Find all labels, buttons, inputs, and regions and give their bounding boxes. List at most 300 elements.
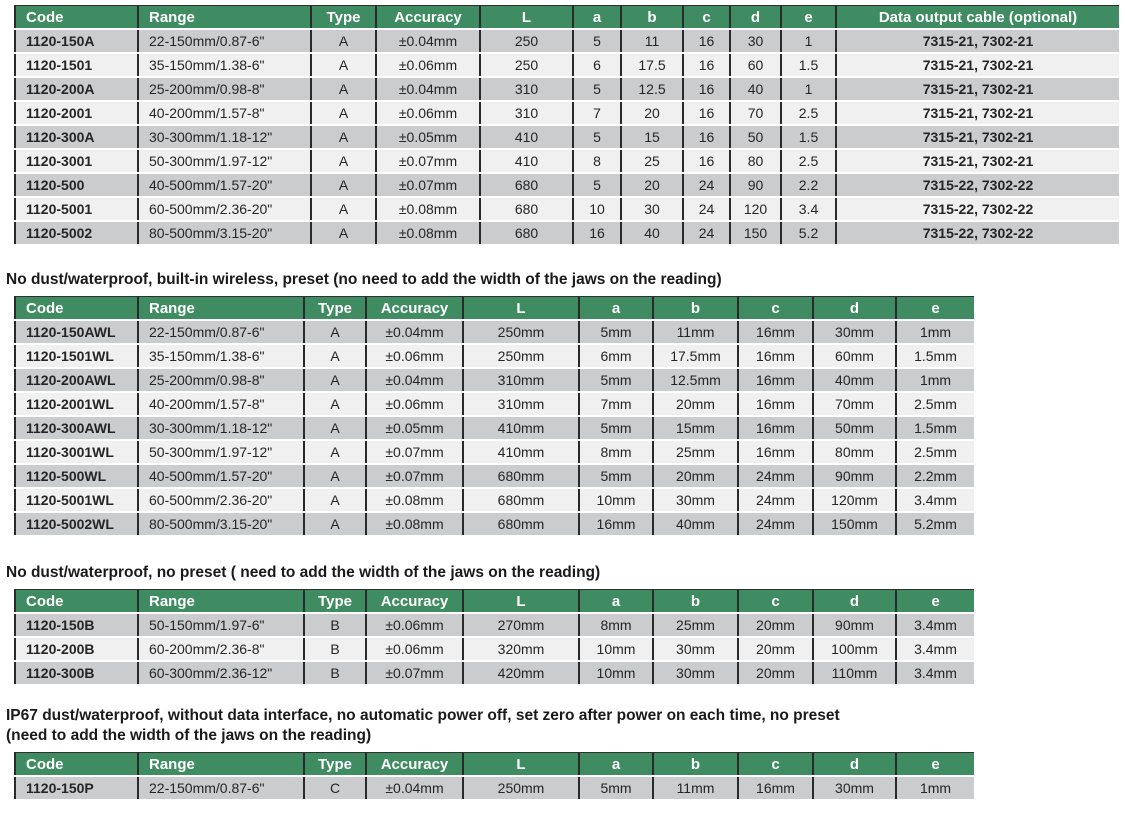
table-cell: 80-500mm/3.15-20" [138, 512, 304, 536]
table-cell: ±0.04mm [366, 320, 463, 344]
spec-section-cable-models [14, 5, 1125, 246]
table-cell: 5mm [579, 416, 653, 440]
table-cell: 5.2mm [896, 512, 974, 536]
table-cell: 11mm [653, 320, 738, 344]
table-cell: 50mm [813, 416, 896, 440]
column-header-b: b [621, 6, 683, 30]
table-cell: 7315-22, 7302-22 [836, 197, 1119, 221]
table-row [15, 392, 974, 416]
table-cell: 90 [730, 173, 781, 197]
table-cell: ±0.06mm [366, 392, 463, 416]
table-cell: ±0.07mm [376, 173, 480, 197]
table-cell: 1120-300B [15, 661, 138, 685]
table-cell: A [304, 344, 366, 368]
column-header-l: L [480, 6, 573, 30]
table-cell: 24mm [738, 488, 813, 512]
header-row [15, 6, 1119, 30]
table-row [15, 29, 1119, 53]
table-cell: 35-150mm/1.38-6" [138, 53, 311, 77]
table-cell: 1 [781, 77, 836, 101]
table-cell: 1120-5001 [15, 197, 138, 221]
table-cell: 5mm [579, 368, 653, 392]
column-header-l: L [463, 590, 579, 614]
column-header-range: Range [138, 6, 311, 30]
table-cell: B [304, 661, 366, 685]
spec-table-cable-models [14, 5, 1119, 246]
column-header-b: b [653, 297, 738, 321]
column-header-type: Type [304, 297, 366, 321]
column-header-d: d [813, 590, 896, 614]
column-header-accuracy: Accuracy [366, 590, 463, 614]
section-title-no-preset: No dust/waterproof, no preset ( need to add the width of the jaws on the reading) [6, 564, 601, 581]
table-cell: A [311, 149, 376, 173]
table-cell: 60-500mm/2.36-20" [138, 488, 304, 512]
column-header-e: e [896, 297, 974, 321]
table-cell: A [311, 53, 376, 77]
table-cell: 25-200mm/0.98-8" [138, 368, 304, 392]
table-cell: A [304, 392, 366, 416]
spec-table-wireless-models [14, 296, 974, 537]
table-cell: 24mm [738, 512, 813, 536]
table-cell: 24 [683, 197, 730, 221]
table-cell: 5 [573, 125, 621, 149]
column-header-accuracy: Accuracy [376, 6, 480, 30]
table-cell: 1120-200AWL [15, 368, 138, 392]
table-cell: 410 [480, 125, 573, 149]
table-cell: 30mm [653, 637, 738, 661]
table-row [15, 613, 974, 637]
table-cell: 2.5 [781, 101, 836, 125]
table-cell: 16mm [738, 440, 813, 464]
table-cell: 15mm [653, 416, 738, 440]
table-cell: 16 [683, 29, 730, 53]
table-cell: 5 [573, 77, 621, 101]
table-cell: 10 [573, 197, 621, 221]
column-header-accuracy: Accuracy [366, 753, 463, 777]
table-cell: 80 [730, 149, 781, 173]
table-cell: 40-200mm/1.57-8" [138, 392, 304, 416]
table-cell: 3.4 [781, 197, 836, 221]
table-cell: 7315-21, 7302-21 [836, 77, 1119, 101]
table-cell: 25 [621, 149, 683, 173]
table-cell: 2.2mm [896, 464, 974, 488]
table-cell: ±0.06mm [366, 637, 463, 661]
table-row [15, 440, 974, 464]
table-cell: 80-500mm/3.15-20" [138, 221, 311, 245]
table-cell: 16 [573, 221, 621, 245]
table-cell: ±0.05mm [376, 125, 480, 149]
table-cell: 250 [480, 29, 573, 53]
table-cell: 10mm [579, 637, 653, 661]
table-cell: ±0.06mm [376, 101, 480, 125]
spec-section-ip67-models [6, 706, 1125, 801]
column-header-c: c [738, 590, 813, 614]
column-header-b: b [653, 590, 738, 614]
table-cell: 680 [480, 221, 573, 245]
table-cell: 1120-150AWL [15, 320, 138, 344]
table-cell: 1.5 [781, 125, 836, 149]
table-cell: 3.4mm [896, 488, 974, 512]
column-header-e: e [781, 6, 836, 30]
table-cell: 1.5mm [896, 344, 974, 368]
spec-table-ip67-models [14, 752, 974, 801]
table-cell: 24 [683, 173, 730, 197]
table-row [15, 464, 974, 488]
table-cell: 50-300mm/1.97-12" [138, 440, 304, 464]
table-row [15, 344, 974, 368]
table-cell: ±0.07mm [376, 149, 480, 173]
table-cell: 16mm [579, 512, 653, 536]
table-cell: 20mm [653, 392, 738, 416]
table-cell: 30mm [813, 776, 896, 800]
table-cell: 1120-500WL [15, 464, 138, 488]
column-header-e: e [896, 753, 974, 777]
table-row [15, 416, 974, 440]
table-row [15, 197, 1119, 221]
column-header-type: Type [311, 6, 376, 30]
table-cell: ±0.04mm [376, 29, 480, 53]
table-cell: ±0.07mm [366, 661, 463, 685]
table-cell: 20mm [738, 613, 813, 637]
table-cell: 60mm [813, 344, 896, 368]
table-cell: 7 [573, 101, 621, 125]
table-cell: 90mm [813, 464, 896, 488]
table-cell: 20 [621, 173, 683, 197]
table-cell: 24 [683, 221, 730, 245]
table-cell: 40 [730, 77, 781, 101]
table-cell: 5mm [579, 776, 653, 800]
table-cell: 1120-2001 [15, 101, 138, 125]
table-cell: 60-200mm/2.36-8" [138, 637, 304, 661]
table-cell: 680 [480, 173, 573, 197]
column-header-c: c [738, 753, 813, 777]
table-cell: 24mm [738, 464, 813, 488]
table-cell: 1120-150B [15, 613, 138, 637]
column-header-data-output-cable-optional: Data output cable (optional) [836, 6, 1119, 30]
table-cell: ±0.07mm [366, 440, 463, 464]
column-header-code: Code [15, 297, 138, 321]
column-header-d: d [813, 297, 896, 321]
table-cell: 20mm [653, 464, 738, 488]
table-cell: 680mm [463, 464, 579, 488]
table-cell: 15 [621, 125, 683, 149]
table-cell: 50-150mm/1.97-6" [138, 613, 304, 637]
table-cell: 50 [730, 125, 781, 149]
table-cell: 7315-22, 7302-22 [836, 173, 1119, 197]
table-cell: 16 [683, 149, 730, 173]
table-row [15, 101, 1119, 125]
table-cell: 250mm [463, 776, 579, 800]
table-cell: 1120-5002WL [15, 512, 138, 536]
table-cell: ±0.06mm [366, 613, 463, 637]
table-cell: 7315-21, 7302-21 [836, 149, 1119, 173]
table-row [15, 53, 1119, 77]
header-row [15, 753, 974, 777]
section-title-ip67: IP67 dust/waterproof, without data interface, no automatic power off, set zero after power on each time, no preset (need to add the width of the jaws on the reading) [6, 707, 840, 744]
table-cell: 17.5 [621, 53, 683, 77]
table-cell: 1120-5001WL [15, 488, 138, 512]
table-cell: 16mm [738, 776, 813, 800]
table-cell: 1.5mm [896, 416, 974, 440]
table-cell: 25mm [653, 613, 738, 637]
column-header-a: a [579, 753, 653, 777]
table-cell: ±0.08mm [366, 512, 463, 536]
table-cell: 320mm [463, 637, 579, 661]
table-cell: 8mm [579, 440, 653, 464]
table-cell: 30mm [813, 320, 896, 344]
table-cell: 22-150mm/0.87-6" [138, 320, 304, 344]
table-cell: 1120-500 [15, 173, 138, 197]
table-cell: 1120-200A [15, 77, 138, 101]
table-cell: A [311, 77, 376, 101]
table-cell: 25-200mm/0.98-8" [138, 77, 311, 101]
table-cell: 1120-3001 [15, 149, 138, 173]
table-cell: B [304, 613, 366, 637]
table-cell: 680mm [463, 488, 579, 512]
column-header-c: c [683, 6, 730, 30]
table-cell: 16mm [738, 368, 813, 392]
table-cell: 20mm [738, 637, 813, 661]
table-cell: 310 [480, 77, 573, 101]
table-cell: 12.5 [621, 77, 683, 101]
column-header-a: a [579, 297, 653, 321]
table-cell: 5mm [579, 464, 653, 488]
table-cell: 3.4mm [896, 613, 974, 637]
table-cell: 22-150mm/0.87-6" [138, 776, 304, 800]
table-cell: ±0.07mm [366, 464, 463, 488]
table-cell: A [304, 320, 366, 344]
table-cell: ±0.04mm [366, 776, 463, 800]
column-header-l: L [463, 297, 579, 321]
table-cell: 1120-150A [15, 29, 138, 53]
table-cell: 310mm [463, 368, 579, 392]
table-row [15, 637, 974, 661]
table-cell: 16 [683, 53, 730, 77]
table-cell: 1120-200B [15, 637, 138, 661]
table-row [15, 173, 1119, 197]
table-cell: A [311, 173, 376, 197]
table-cell: 1120-5002 [15, 221, 138, 245]
table-cell: 2.5mm [896, 392, 974, 416]
table-cell: 16mm [738, 344, 813, 368]
table-cell: 1120-3001WL [15, 440, 138, 464]
column-header-d: d [813, 753, 896, 777]
column-header-code: Code [15, 753, 138, 777]
section-title-wireless: No dust/waterproof, built-in wireless, preset (no need to add the width of the jaws on the reading) [6, 271, 722, 288]
table-cell: 16 [683, 125, 730, 149]
table-cell: A [311, 125, 376, 149]
spec-section-no-preset-models [6, 563, 1125, 686]
table-cell: A [304, 440, 366, 464]
table-cell: ±0.08mm [376, 197, 480, 221]
table-cell: A [311, 29, 376, 53]
table-cell: 30-300mm/1.18-12" [138, 125, 311, 149]
table-cell: A [304, 488, 366, 512]
table-cell: 25mm [653, 440, 738, 464]
table-cell: 70mm [813, 392, 896, 416]
table-cell: 20 [621, 101, 683, 125]
column-header-l: L [463, 753, 579, 777]
table-cell: 410 [480, 149, 573, 173]
table-cell: 40-200mm/1.57-8" [138, 101, 311, 125]
table-cell: 20mm [738, 661, 813, 685]
table-cell: C [304, 776, 366, 800]
table-cell: A [311, 197, 376, 221]
table-cell: 1120-1501WL [15, 344, 138, 368]
table-row [15, 149, 1119, 173]
table-cell: A [311, 101, 376, 125]
column-header-a: a [573, 6, 621, 30]
table-cell: 16 [683, 101, 730, 125]
table-cell: 40-500mm/1.57-20" [138, 464, 304, 488]
table-cell: ±0.06mm [366, 344, 463, 368]
header-row [15, 297, 974, 321]
table-cell: 22-150mm/0.87-6" [138, 29, 311, 53]
column-header-type: Type [304, 753, 366, 777]
table-cell: 40mm [653, 512, 738, 536]
table-cell: 5mm [579, 320, 653, 344]
table-cell: 1120-2001WL [15, 392, 138, 416]
table-cell: 16 [683, 77, 730, 101]
table-cell: 12.5mm [653, 368, 738, 392]
column-header-accuracy: Accuracy [366, 297, 463, 321]
table-cell: 8 [573, 149, 621, 173]
table-row [15, 661, 974, 685]
table-cell: 680mm [463, 512, 579, 536]
table-cell: 30-300mm/1.18-12" [138, 416, 304, 440]
column-header-range: Range [138, 753, 304, 777]
table-cell: 1.5 [781, 53, 836, 77]
column-header-code: Code [15, 590, 138, 614]
table-cell: 11mm [653, 776, 738, 800]
table-row [15, 512, 974, 536]
table-cell: 410mm [463, 440, 579, 464]
table-cell: 60-300mm/2.36-12" [138, 661, 304, 685]
table-cell: 30mm [653, 661, 738, 685]
table-cell: 1mm [896, 776, 974, 800]
table-cell: 7315-22, 7302-22 [836, 221, 1119, 245]
table-row [15, 125, 1119, 149]
table-cell: 5 [573, 29, 621, 53]
table-cell: 8mm [579, 613, 653, 637]
table-cell: 680 [480, 197, 573, 221]
table-cell: A [304, 464, 366, 488]
table-cell: ±0.08mm [376, 221, 480, 245]
table-row [15, 320, 974, 344]
table-cell: 2.5mm [896, 440, 974, 464]
table-cell: 1120-300A [15, 125, 138, 149]
column-header-range: Range [138, 590, 304, 614]
table-row [15, 221, 1119, 245]
table-cell: 40 [621, 221, 683, 245]
table-cell: 40mm [813, 368, 896, 392]
table-cell: 10mm [579, 661, 653, 685]
table-cell: A [304, 512, 366, 536]
table-cell: 16mm [738, 320, 813, 344]
table-cell: 40-500mm/1.57-20" [138, 173, 311, 197]
table-cell: 16mm [738, 416, 813, 440]
table-cell: 7315-21, 7302-21 [836, 53, 1119, 77]
table-cell: A [304, 368, 366, 392]
table-cell: 1120-300AWL [15, 416, 138, 440]
column-header-type: Type [304, 590, 366, 614]
table-cell: 5 [573, 173, 621, 197]
table-cell: 16mm [738, 392, 813, 416]
table-cell: 420mm [463, 661, 579, 685]
table-cell: 17.5mm [653, 344, 738, 368]
table-row [15, 368, 974, 392]
table-cell: ±0.08mm [366, 488, 463, 512]
table-row [15, 488, 974, 512]
table-cell: 3.4mm [896, 661, 974, 685]
column-header-c: c [738, 297, 813, 321]
table-cell: 120 [730, 197, 781, 221]
spec-table-no-preset-models [14, 589, 974, 686]
table-cell: 1 [781, 29, 836, 53]
table-cell: 110mm [813, 661, 896, 685]
table-cell: 250mm [463, 320, 579, 344]
table-cell: 1120-150P [15, 776, 138, 800]
table-cell: 1mm [896, 368, 974, 392]
column-header-a: a [579, 590, 653, 614]
table-cell: 410mm [463, 416, 579, 440]
table-cell: ±0.05mm [366, 416, 463, 440]
table-row [15, 776, 974, 800]
table-cell: 7mm [579, 392, 653, 416]
table-cell: 60 [730, 53, 781, 77]
table-cell: ±0.04mm [376, 77, 480, 101]
table-cell: 10mm [579, 488, 653, 512]
column-header-e: e [896, 590, 974, 614]
table-cell: 7315-21, 7302-21 [836, 29, 1119, 53]
table-cell: 30 [621, 197, 683, 221]
table-cell: 2.2 [781, 173, 836, 197]
table-cell: 11 [621, 29, 683, 53]
table-cell: 100mm [813, 637, 896, 661]
table-cell: 6mm [579, 344, 653, 368]
table-cell: 7315-21, 7302-21 [836, 101, 1119, 125]
column-header-range: Range [138, 297, 304, 321]
table-cell: A [311, 221, 376, 245]
table-cell: 1120-1501 [15, 53, 138, 77]
table-cell: B [304, 637, 366, 661]
table-cell: 150mm [813, 512, 896, 536]
table-cell: A [304, 416, 366, 440]
table-cell: 150 [730, 221, 781, 245]
table-cell: 6 [573, 53, 621, 77]
header-row [15, 590, 974, 614]
table-cell: 5.2 [781, 221, 836, 245]
table-cell: 60-500mm/2.36-20" [138, 197, 311, 221]
table-cell: 30mm [653, 488, 738, 512]
table-cell: 3.4mm [896, 637, 974, 661]
table-row [15, 77, 1119, 101]
table-cell: 90mm [813, 613, 896, 637]
column-header-b: b [653, 753, 738, 777]
column-header-code: Code [15, 6, 138, 30]
table-cell: ±0.06mm [376, 53, 480, 77]
table-cell: 50-300mm/1.97-12" [138, 149, 311, 173]
table-cell: 250 [480, 53, 573, 77]
table-cell: 310 [480, 101, 573, 125]
table-cell: 7315-21, 7302-21 [836, 125, 1119, 149]
table-cell: 310mm [463, 392, 579, 416]
table-cell: 35-150mm/1.38-6" [138, 344, 304, 368]
table-cell: 250mm [463, 344, 579, 368]
table-cell: 120mm [813, 488, 896, 512]
column-header-d: d [730, 6, 781, 30]
table-cell: 270mm [463, 613, 579, 637]
